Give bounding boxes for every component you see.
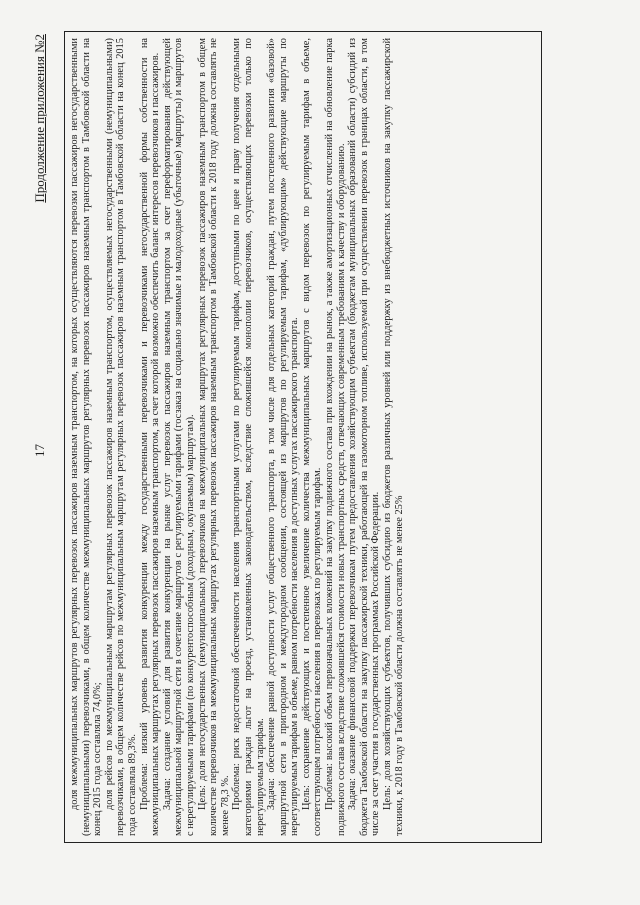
- page-number: 17: [32, 444, 47, 457]
- paragraph: Проблема: низкий уровень развития конкуренции между государственными перевозчиками и перевозчиками негосударственной формы собственности на межмуниципальных маршрутах регулярных перевозок пассажиров наземным транспортом, за счет которой возможно обеспечить баланс интересов перевозчиков и пассажиров.: [138, 38, 162, 836]
- paragraph: доля межмуниципальных маршрутов регулярных перевозок пассажиров наземным транспортом, на которых осуществляются перевозки пассажиров негосударственными (немуниципальными) перевозчиками, в общем количестве межмуниципальных маршрутов регулярных перевозок пассажиров наземным транспортом в Тамбовской области на конец 2015 года составляла 74,0%;: [69, 38, 104, 836]
- paragraph: Проблема: риск недостаточной обеспеченности населения транспортными услугами по регулируемым тарифам, доступными по цене и праву получения отдельными категориями граждан льгот на проезд, установленных законодательством, вследствие сложившейся монополии перевозчиков, осуществляющих перевозки только по нерегулируемым тарифам.: [231, 38, 266, 836]
- paragraph: Цель: доля негосударственных (немуниципальных) перевозчиков на межмуниципальных маршрутах регулярных перевозок пассажиров наземным транспортом в общем количестве перевозчиков на межмуниципальных маршрутах регулярных перевозок пассажиров наземным транспортом в Тамбовской области к 2018 году должна составлять не менее 78,3 %.: [196, 38, 231, 836]
- paragraph: доля рейсов по межмуниципальным маршрутам регулярных перевозок пассажиров наземным транспортом, осуществляемых негосударственными (немуниципальными) перевозчиками, в общем количестве рейсов по межмуниципальным маршрутам регулярных перевозок пассажиров наземным транспортом в Тамбовской области на конец 2015 года составляла 89,3%.: [103, 38, 138, 836]
- paragraph: Задача: обеспечение равной доступности услуг общественного транспорта, в том числе для отдельных категорий граждан, путем постепенного развития «базовой» маршрутной сети в пригородном и междугородном сообщении, состоящей из маршрутов по регулируемым тарифам, «дублирующим» действующие маршруты по нерегулируемым тарифам в объеме, равном потребности населения в доступных услугах пассажирского транспорта.: [266, 38, 301, 836]
- paragraph: Задача: создание условий для развития конкуренции на рынке услуг перевозок пассажиров наземным транспортом за счет переформатирования действующей межмуниципальной маршрутной сети в сочетание маршрутов с регулируемыми тарифами (госзаказ на социально значимые и малодоходные (убыточные) маршруты) и маршрутов с нерегулируемыми тарифами (по конкурентоспособным (доходным, окупаемым) маршрутам).: [161, 38, 196, 836]
- paragraph: Цель: доля хозяйствующих субъектов, получивших субсидию из бюджетов различных уровней или поддержку из внебюджетных источников на закупку пассажирской техники, к 2018 году в Тамбовской области должна составлять не менее 25%: [382, 38, 405, 836]
- paragraph: Задача: оказание финансовой поддержки перевозчикам путем предоставления хозяйствующим субъектам (бюджетам муниципальных образований области) субсидий из бюджета Тамбовской области на закупку пассажирской техники, работающей на газомоторном топливе, используемой при осуществлении перевозок в границах области, в том числе за счет участия в государственных программах Российской Федерации.: [347, 38, 382, 836]
- text-frame: [64, 31, 542, 843]
- page-header: [30, 0, 54, 905]
- paragraph: Проблема: высокий объем первоначальных вложений на закупку подвижного состава при вхождении на рынок, а также амортизационных отчислений на обновление парка подвижного состава вследствие сложившейся стоимости новых транспортных средств, отвечающих современным требованиям к качеству и оборудованию.: [324, 38, 347, 836]
- paragraph: Цель: сохранение действующих и постепенное увеличение количества межмуниципальных маршрутов с видом перевозок по регулируемым тарифам в объеме, соответствующем потребности населения в перевозках по регулируемым тарифам.: [300, 38, 324, 836]
- appendix-label: Продолжение приложения №2: [32, 34, 47, 203]
